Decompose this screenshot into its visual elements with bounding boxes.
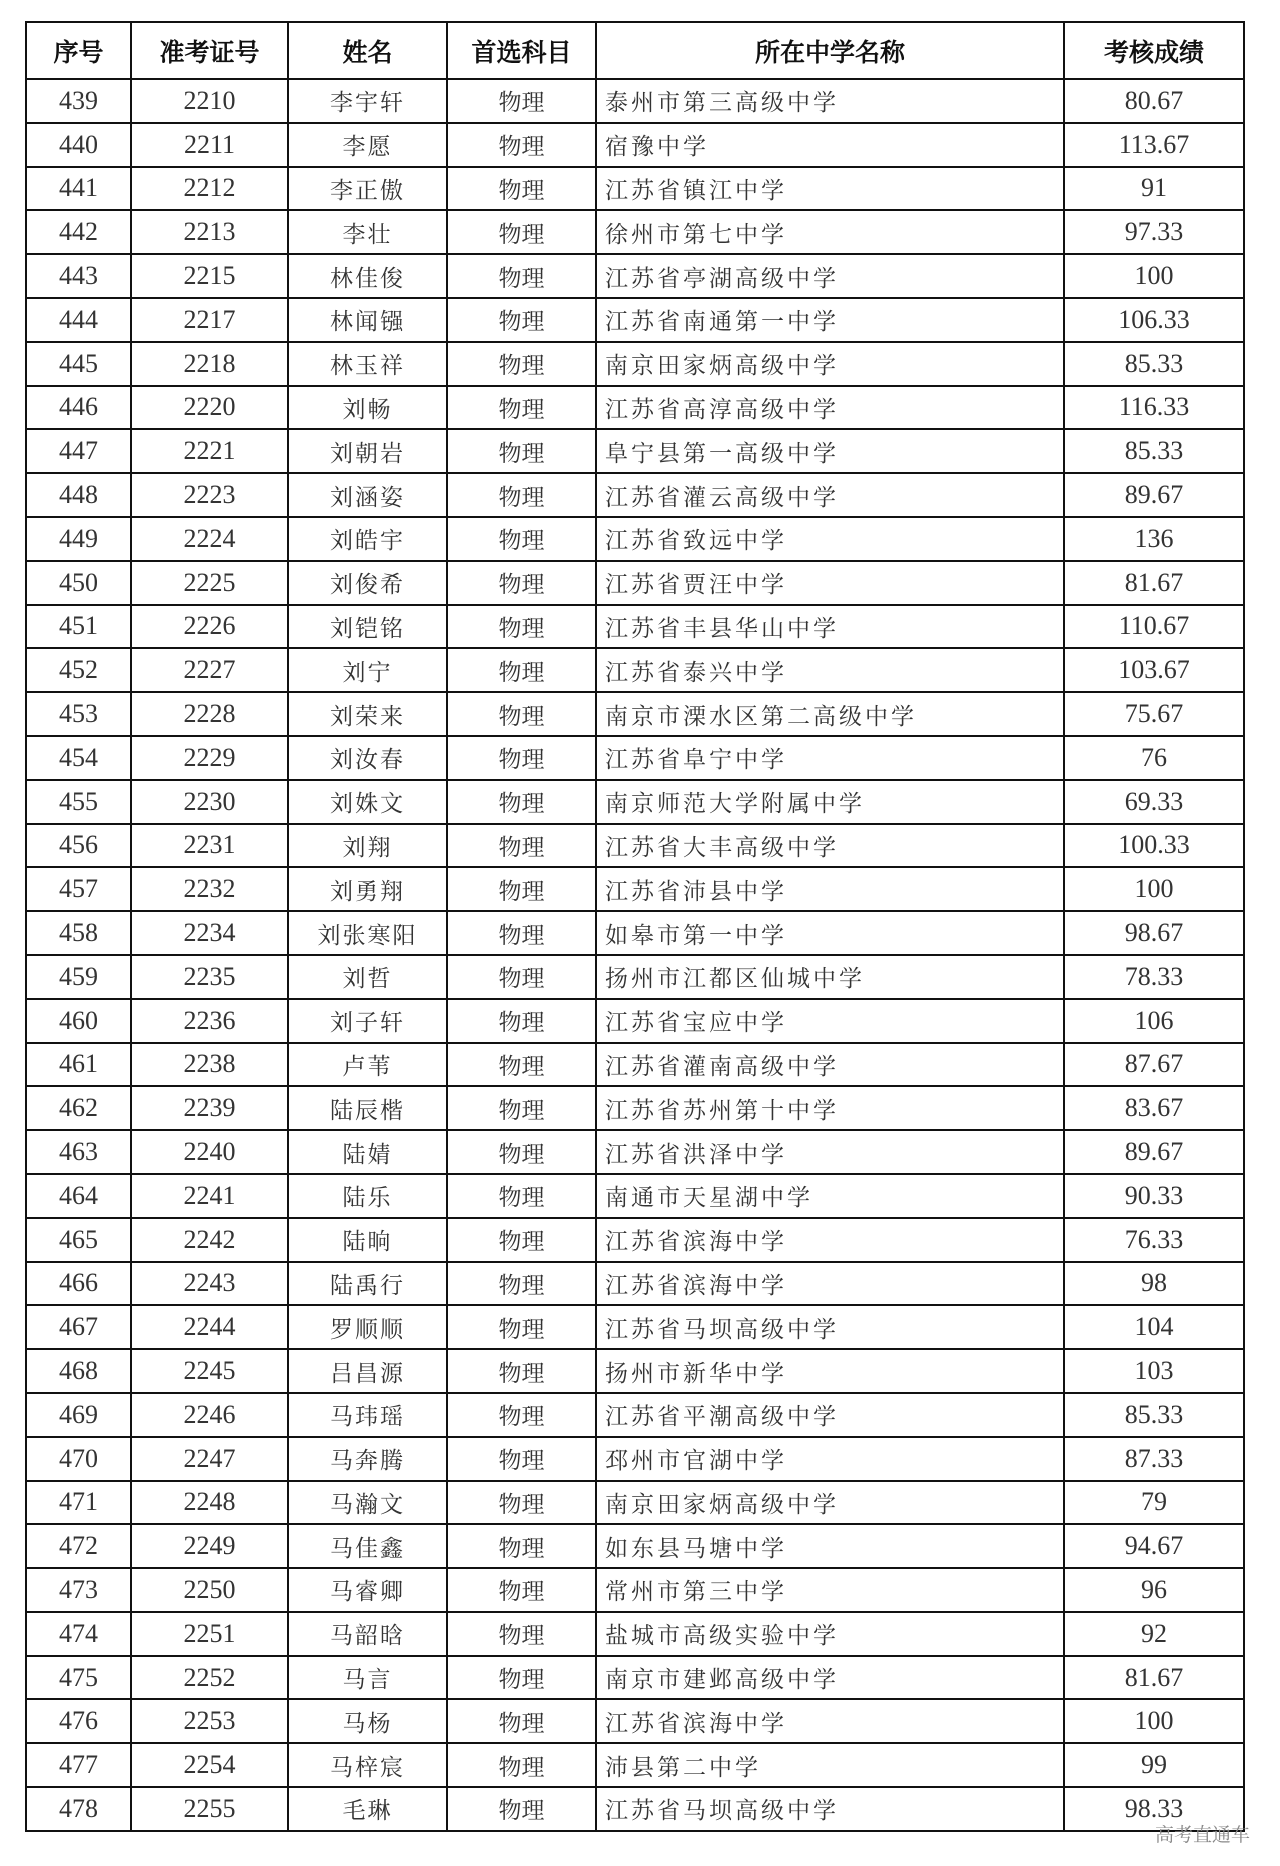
cell-index: 445	[26, 342, 131, 386]
cell-subject: 物理	[447, 1130, 596, 1174]
cell-subject: 物理	[447, 648, 596, 692]
cell-index: 467	[26, 1305, 131, 1349]
cell-exam-id: 2239	[131, 1086, 288, 1130]
cell-subject: 物理	[447, 79, 596, 123]
cell-exam-id: 2223	[131, 473, 288, 517]
cell-index: 478	[26, 1787, 131, 1831]
cell-exam-id: 2211	[131, 123, 288, 167]
cell-exam-id: 2220	[131, 386, 288, 430]
cell-school: 江苏省高淳高级中学	[596, 386, 1064, 430]
cell-school: 南京市建邺高级中学	[596, 1656, 1064, 1700]
cell-index: 469	[26, 1393, 131, 1437]
cell-subject: 物理	[447, 1262, 596, 1306]
cell-name: 马梓宸	[288, 1743, 447, 1787]
cell-score: 98	[1064, 1262, 1244, 1306]
cell-name: 陆婧	[288, 1130, 447, 1174]
cell-school: 江苏省洪泽中学	[596, 1130, 1064, 1174]
cell-school: 南京田家炳高级中学	[596, 1481, 1064, 1525]
cell-school: 江苏省亭湖高级中学	[596, 254, 1064, 298]
cell-exam-id: 2243	[131, 1262, 288, 1306]
cell-subject: 物理	[447, 1612, 596, 1656]
cell-school: 江苏省滨海中学	[596, 1699, 1064, 1743]
watermark: 高考直通车	[1155, 1824, 1251, 1846]
table-row	[26, 999, 1244, 1043]
table-row	[26, 692, 1244, 736]
cell-subject: 物理	[447, 736, 596, 780]
cell-name: 刘畅	[288, 386, 447, 430]
cell-school: 江苏省滨海中学	[596, 1218, 1064, 1262]
header-row	[26, 22, 1244, 79]
cell-index: 470	[26, 1437, 131, 1481]
cell-subject: 物理	[447, 1656, 596, 1700]
cell-exam-id: 2217	[131, 298, 288, 342]
cell-index: 444	[26, 298, 131, 342]
cell-score: 69.33	[1064, 780, 1244, 824]
cell-subject: 物理	[447, 298, 596, 342]
cell-index: 453	[26, 692, 131, 736]
cell-index: 471	[26, 1481, 131, 1525]
cell-score: 100.33	[1064, 824, 1244, 868]
cell-name: 刘汝春	[288, 736, 447, 780]
cell-exam-id: 2225	[131, 561, 288, 605]
cell-name: 刘宁	[288, 648, 447, 692]
cell-subject: 物理	[447, 1437, 596, 1481]
cell-school: 江苏省滨海中学	[596, 1262, 1064, 1306]
cell-exam-id: 2238	[131, 1043, 288, 1087]
cell-school: 常州市第三中学	[596, 1568, 1064, 1612]
cell-index: 474	[26, 1612, 131, 1656]
cell-subject: 物理	[447, 1481, 596, 1525]
cell-school: 邳州市官湖中学	[596, 1437, 1064, 1481]
cell-school: 南京市溧水区第二高级中学	[596, 692, 1064, 736]
cell-exam-id: 2218	[131, 342, 288, 386]
table-row	[26, 736, 1244, 780]
cell-school: 江苏省贾汪中学	[596, 561, 1064, 605]
cell-subject: 物理	[447, 561, 596, 605]
cell-school: 江苏省镇江中学	[596, 167, 1064, 211]
cell-school: 江苏省丰县华山中学	[596, 605, 1064, 649]
cell-score: 91	[1064, 167, 1244, 211]
cell-score: 113.67	[1064, 123, 1244, 167]
cell-exam-id: 2252	[131, 1656, 288, 1700]
cell-score: 100	[1064, 1699, 1244, 1743]
cell-name: 刘涵姿	[288, 473, 447, 517]
cell-school: 盐城市高级实验中学	[596, 1612, 1064, 1656]
table-row	[26, 254, 1244, 298]
cell-name: 刘荣来	[288, 692, 447, 736]
cell-exam-id: 2244	[131, 1305, 288, 1349]
table-row	[26, 79, 1244, 123]
cell-name: 卢苇	[288, 1043, 447, 1087]
cell-school: 江苏省泰兴中学	[596, 648, 1064, 692]
cell-name: 马杨	[288, 1699, 447, 1743]
table-row	[26, 1568, 1244, 1612]
cell-exam-id: 2231	[131, 824, 288, 868]
cell-score: 110.67	[1064, 605, 1244, 649]
cell-score: 116.33	[1064, 386, 1244, 430]
cell-exam-id: 2210	[131, 79, 288, 123]
table-row	[26, 1305, 1244, 1349]
header-index: 序号	[26, 22, 131, 79]
cell-exam-id: 2212	[131, 167, 288, 211]
cell-exam-id: 2228	[131, 692, 288, 736]
cell-school: 江苏省苏州第十中学	[596, 1086, 1064, 1130]
cell-score: 136	[1064, 517, 1244, 561]
cell-school: 南京田家炳高级中学	[596, 342, 1064, 386]
cell-score: 103	[1064, 1349, 1244, 1393]
cell-exam-id: 2245	[131, 1349, 288, 1393]
cell-name: 刘哲	[288, 955, 447, 999]
cell-school: 江苏省大丰高级中学	[596, 824, 1064, 868]
cell-name: 陆乐	[288, 1174, 447, 1218]
cell-name: 李正傲	[288, 167, 447, 211]
cell-name: 陆晌	[288, 1218, 447, 1262]
cell-exam-id: 2230	[131, 780, 288, 824]
cell-name: 马玮瑶	[288, 1393, 447, 1437]
cell-score: 80.67	[1064, 79, 1244, 123]
cell-index: 473	[26, 1568, 131, 1612]
cell-score: 104	[1064, 1305, 1244, 1349]
cell-exam-id: 2249	[131, 1524, 288, 1568]
table-row	[26, 1349, 1244, 1393]
cell-subject: 物理	[447, 824, 596, 868]
cell-score: 85.33	[1064, 429, 1244, 473]
cell-subject: 物理	[447, 692, 596, 736]
cell-name: 刘皓宇	[288, 517, 447, 561]
cell-score: 90.33	[1064, 1174, 1244, 1218]
cell-subject: 物理	[447, 254, 596, 298]
cell-index: 466	[26, 1262, 131, 1306]
cell-index: 477	[26, 1743, 131, 1787]
cell-subject: 物理	[447, 867, 596, 911]
cell-score: 78.33	[1064, 955, 1244, 999]
cell-school: 江苏省平潮高级中学	[596, 1393, 1064, 1437]
cell-school: 扬州市新华中学	[596, 1349, 1064, 1393]
cell-name: 马睿卿	[288, 1568, 447, 1612]
cell-index: 458	[26, 911, 131, 955]
cell-school: 沛县第二中学	[596, 1743, 1064, 1787]
cell-school: 南通市天星湖中学	[596, 1174, 1064, 1218]
cell-name: 陆辰楷	[288, 1086, 447, 1130]
table-row	[26, 1787, 1244, 1831]
cell-exam-id: 2221	[131, 429, 288, 473]
cell-index: 440	[26, 123, 131, 167]
table-row	[26, 517, 1244, 561]
cell-exam-id: 2224	[131, 517, 288, 561]
cell-subject: 物理	[447, 1086, 596, 1130]
cell-name: 马韶晗	[288, 1612, 447, 1656]
cell-subject: 物理	[447, 429, 596, 473]
cell-exam-id: 2250	[131, 1568, 288, 1612]
table-row	[26, 1393, 1244, 1437]
header-exam-id: 准考证号	[131, 22, 288, 79]
cell-exam-id: 2254	[131, 1743, 288, 1787]
cell-score: 103.67	[1064, 648, 1244, 692]
table-row	[26, 167, 1244, 211]
cell-score: 87.33	[1064, 1437, 1244, 1481]
cell-school: 江苏省沛县中学	[596, 867, 1064, 911]
cell-score: 76	[1064, 736, 1244, 780]
cell-exam-id: 2213	[131, 210, 288, 254]
cell-school: 徐州市第七中学	[596, 210, 1064, 254]
cell-school: 如皋市第一中学	[596, 911, 1064, 955]
cell-exam-id: 2240	[131, 1130, 288, 1174]
cell-subject: 物理	[447, 167, 596, 211]
cell-name: 刘子轩	[288, 999, 447, 1043]
cell-exam-id: 2248	[131, 1481, 288, 1525]
table-row	[26, 473, 1244, 517]
cell-index: 461	[26, 1043, 131, 1087]
cell-exam-id: 2235	[131, 955, 288, 999]
cell-name: 刘俊希	[288, 561, 447, 605]
cell-index: 454	[26, 736, 131, 780]
table-row	[26, 605, 1244, 649]
cell-subject: 物理	[447, 605, 596, 649]
table-row	[26, 1086, 1244, 1130]
table-row	[26, 867, 1244, 911]
table-row	[26, 342, 1244, 386]
cell-subject: 物理	[447, 780, 596, 824]
table-row	[26, 1174, 1244, 1218]
cell-subject: 物理	[447, 1349, 596, 1393]
cell-school: 江苏省致远中学	[596, 517, 1064, 561]
cell-name: 吕昌源	[288, 1349, 447, 1393]
cell-score: 98.67	[1064, 911, 1244, 955]
cell-index: 455	[26, 780, 131, 824]
cell-exam-id: 2241	[131, 1174, 288, 1218]
cell-subject: 物理	[447, 1568, 596, 1612]
cell-school: 宿豫中学	[596, 123, 1064, 167]
cell-index: 475	[26, 1656, 131, 1700]
cell-exam-id: 2215	[131, 254, 288, 298]
cell-index: 462	[26, 1086, 131, 1130]
cell-subject: 物理	[447, 123, 596, 167]
cell-subject: 物理	[447, 210, 596, 254]
cell-subject: 物理	[447, 1393, 596, 1437]
cell-index: 447	[26, 429, 131, 473]
cell-score: 87.67	[1064, 1043, 1244, 1087]
cell-index: 439	[26, 79, 131, 123]
cell-index: 464	[26, 1174, 131, 1218]
cell-index: 451	[26, 605, 131, 649]
cell-exam-id: 2242	[131, 1218, 288, 1262]
cell-name: 陆禹行	[288, 1262, 447, 1306]
cell-subject: 物理	[447, 1174, 596, 1218]
cell-exam-id: 2247	[131, 1437, 288, 1481]
cell-index: 442	[26, 210, 131, 254]
cell-name: 罗顺顺	[288, 1305, 447, 1349]
cell-name: 刘勇翔	[288, 867, 447, 911]
cell-exam-id: 2227	[131, 648, 288, 692]
cell-subject: 物理	[447, 911, 596, 955]
cell-index: 468	[26, 1349, 131, 1393]
cell-exam-id: 2255	[131, 1787, 288, 1831]
cell-index: 459	[26, 955, 131, 999]
cell-subject: 物理	[447, 1524, 596, 1568]
cell-score: 76.33	[1064, 1218, 1244, 1262]
cell-index: 441	[26, 167, 131, 211]
cell-school: 泰州市第三高级中学	[596, 79, 1064, 123]
table-row	[26, 1481, 1244, 1525]
cell-school: 阜宁县第一高级中学	[596, 429, 1064, 473]
cell-school: 如东县马塘中学	[596, 1524, 1064, 1568]
table-row	[26, 1043, 1244, 1087]
table-row	[26, 1656, 1244, 1700]
cell-index: 450	[26, 561, 131, 605]
cell-exam-id: 2251	[131, 1612, 288, 1656]
cell-index: 465	[26, 1218, 131, 1262]
cell-subject: 物理	[447, 517, 596, 561]
cell-name: 李宇轩	[288, 79, 447, 123]
cell-index: 456	[26, 824, 131, 868]
cell-exam-id: 2236	[131, 999, 288, 1043]
cell-index: 472	[26, 1524, 131, 1568]
results-table	[25, 21, 1245, 1832]
table-row	[26, 123, 1244, 167]
cell-name: 林闻镪	[288, 298, 447, 342]
cell-score: 81.67	[1064, 561, 1244, 605]
table-row	[26, 298, 1244, 342]
cell-name: 马言	[288, 1656, 447, 1700]
header-subject: 首选科目	[447, 22, 596, 79]
cell-name: 林玉祥	[288, 342, 447, 386]
cell-score: 97.33	[1064, 210, 1244, 254]
cell-name: 刘翔	[288, 824, 447, 868]
cell-score: 89.67	[1064, 473, 1244, 517]
table-row	[26, 1612, 1244, 1656]
cell-index: 446	[26, 386, 131, 430]
cell-subject: 物理	[447, 999, 596, 1043]
cell-subject: 物理	[447, 1699, 596, 1743]
cell-exam-id: 2232	[131, 867, 288, 911]
cell-exam-id: 2253	[131, 1699, 288, 1743]
table-row	[26, 386, 1244, 430]
header-school: 所在中学名称	[596, 22, 1064, 79]
cell-subject: 物理	[447, 342, 596, 386]
cell-name: 刘姝文	[288, 780, 447, 824]
cell-subject: 物理	[447, 955, 596, 999]
cell-score: 94.67	[1064, 1524, 1244, 1568]
table-row	[26, 1130, 1244, 1174]
cell-name: 刘张寒阳	[288, 911, 447, 955]
cell-subject: 物理	[447, 1043, 596, 1087]
table-row	[26, 1262, 1244, 1306]
cell-score: 99	[1064, 1743, 1244, 1787]
cell-name: 马奔腾	[288, 1437, 447, 1481]
cell-score: 106.33	[1064, 298, 1244, 342]
cell-score: 106	[1064, 999, 1244, 1043]
cell-score: 96	[1064, 1568, 1244, 1612]
table-row	[26, 561, 1244, 605]
table-row	[26, 955, 1244, 999]
cell-index: 460	[26, 999, 131, 1043]
cell-subject: 物理	[447, 386, 596, 430]
cell-school: 扬州市江都区仙城中学	[596, 955, 1064, 999]
cell-subject: 物理	[447, 1787, 596, 1831]
cell-school: 江苏省灌南高级中学	[596, 1043, 1064, 1087]
table-body	[26, 79, 1244, 1831]
table-row	[26, 911, 1244, 955]
header-name: 姓名	[288, 22, 447, 79]
cell-exam-id: 2229	[131, 736, 288, 780]
cell-score: 98.33	[1064, 1787, 1244, 1831]
table-row	[26, 824, 1244, 868]
cell-score: 83.67	[1064, 1086, 1244, 1130]
cell-index: 452	[26, 648, 131, 692]
cell-subject: 物理	[447, 1218, 596, 1262]
header-score: 考核成绩	[1064, 22, 1244, 79]
cell-exam-id: 2226	[131, 605, 288, 649]
cell-name: 刘铠铭	[288, 605, 447, 649]
cell-score: 100	[1064, 254, 1244, 298]
cell-school: 南京师范大学附属中学	[596, 780, 1064, 824]
table-row	[26, 1743, 1244, 1787]
cell-index: 463	[26, 1130, 131, 1174]
table-row	[26, 648, 1244, 692]
cell-name: 刘朝岩	[288, 429, 447, 473]
cell-exam-id: 2234	[131, 911, 288, 955]
table-row	[26, 429, 1244, 473]
cell-score: 89.67	[1064, 1130, 1244, 1174]
table-row	[26, 1524, 1244, 1568]
cell-score: 100	[1064, 867, 1244, 911]
table-row	[26, 210, 1244, 254]
cell-subject: 物理	[447, 1305, 596, 1349]
cell-index: 476	[26, 1699, 131, 1743]
cell-name: 毛琳	[288, 1787, 447, 1831]
cell-subject: 物理	[447, 473, 596, 517]
cell-name: 林佳俊	[288, 254, 447, 298]
table-row	[26, 780, 1244, 824]
table-row	[26, 1218, 1244, 1262]
cell-subject: 物理	[447, 1743, 596, 1787]
cell-score: 92	[1064, 1612, 1244, 1656]
cell-index: 457	[26, 867, 131, 911]
cell-score: 75.67	[1064, 692, 1244, 736]
cell-school: 江苏省南通第一中学	[596, 298, 1064, 342]
cell-school: 江苏省马坝高级中学	[596, 1305, 1064, 1349]
cell-score: 79	[1064, 1481, 1244, 1525]
cell-name: 马瀚文	[288, 1481, 447, 1525]
cell-score: 85.33	[1064, 1393, 1244, 1437]
cell-index: 449	[26, 517, 131, 561]
cell-index: 448	[26, 473, 131, 517]
cell-school: 江苏省灌云高级中学	[596, 473, 1064, 517]
cell-score: 85.33	[1064, 342, 1244, 386]
table-row	[26, 1437, 1244, 1481]
cell-name: 马佳鑫	[288, 1524, 447, 1568]
cell-school: 江苏省宝应中学	[596, 999, 1064, 1043]
cell-score: 81.67	[1064, 1656, 1244, 1700]
cell-exam-id: 2246	[131, 1393, 288, 1437]
cell-index: 443	[26, 254, 131, 298]
table-row	[26, 1699, 1244, 1743]
cell-name: 李壮	[288, 210, 447, 254]
cell-school: 江苏省阜宁中学	[596, 736, 1064, 780]
cell-school: 江苏省马坝高级中学	[596, 1787, 1064, 1831]
cell-name: 李愿	[288, 123, 447, 167]
